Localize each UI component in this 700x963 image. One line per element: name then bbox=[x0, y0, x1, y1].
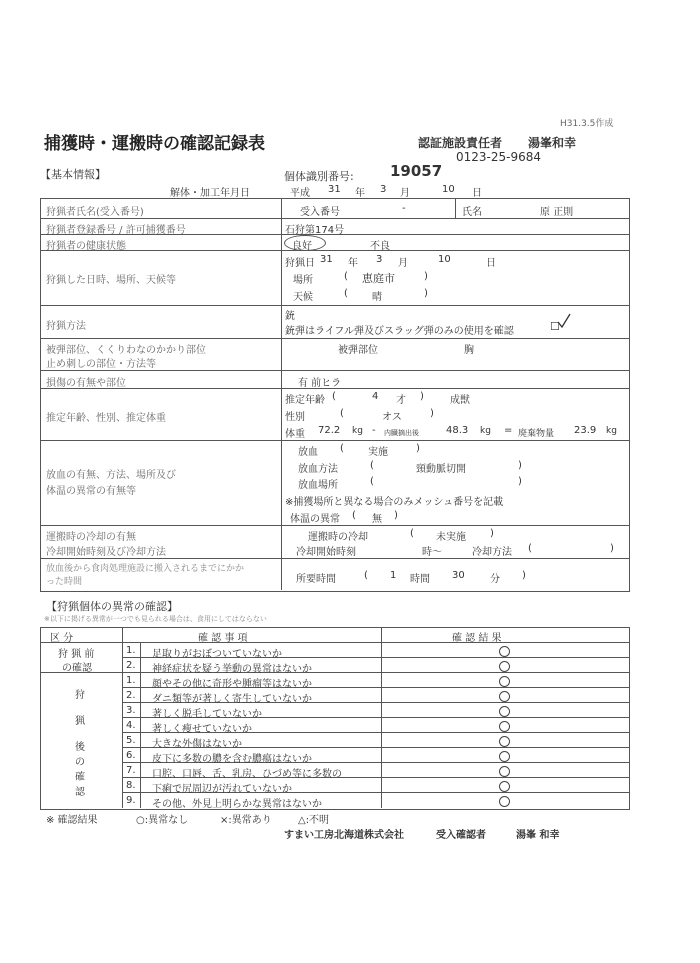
bleed-method-paren-close: ) bbox=[518, 460, 522, 471]
hunt-year-unit: 年 bbox=[348, 258, 358, 269]
cooling-paren-open: ( bbox=[410, 528, 414, 539]
receipt-no-value: - bbox=[402, 203, 406, 214]
age-unit: 才 bbox=[396, 395, 406, 406]
item-text: その他、外見上明らかな異常はないか bbox=[152, 799, 322, 810]
waste-value: 23.9 bbox=[574, 425, 597, 436]
sex-paren-open: ( bbox=[340, 408, 344, 419]
item-result-mark bbox=[499, 736, 510, 747]
receipt-no-label: 受入番号 bbox=[300, 207, 340, 218]
weather-value: 晴 bbox=[372, 292, 382, 303]
item-no: 5. bbox=[126, 735, 136, 746]
hunt-info-label: 狩猟した日時、場所、天候等 bbox=[46, 275, 176, 286]
transport-label-1: 運搬時の冷却の有無 bbox=[46, 532, 136, 543]
age-paren-close: ) bbox=[420, 391, 424, 402]
weight-kg: kg bbox=[352, 426, 363, 436]
license-label: 狩猟者登録番号 / 許可捕獲番号 bbox=[46, 225, 186, 236]
equals-sign: = bbox=[504, 425, 513, 436]
post-hunt-char: 猟 bbox=[75, 716, 85, 727]
post-hunt-char: 認 bbox=[75, 787, 85, 798]
bleed-method-value: 頸動脈切開 bbox=[416, 464, 466, 475]
item-no: 9. bbox=[126, 795, 136, 806]
duration-paren-close: ) bbox=[522, 570, 526, 581]
mesh-note: ※捕獲場所と異なる場合のみメッシュ番号を記載 bbox=[285, 497, 504, 508]
item-result-mark bbox=[499, 781, 510, 792]
minutes-unit: 分 bbox=[490, 574, 500, 585]
damage-label: 損傷の有無や部位 bbox=[46, 378, 126, 389]
item-text: 顔やその他に奇形や腫瘤等はないか bbox=[152, 679, 312, 690]
method-checkbox: ☐ bbox=[550, 320, 560, 333]
bleed-place-paren-open: ( bbox=[370, 476, 374, 487]
hours-value: 1 bbox=[390, 570, 397, 581]
temp-value: 無 bbox=[372, 514, 382, 525]
item-no: 4. bbox=[126, 720, 136, 731]
created-note: H31.3.5作成 bbox=[560, 119, 614, 129]
item-text: 口腔、口唇、舌、乳房、ひづめ等に多数の bbox=[152, 769, 342, 780]
shot-label-2: 止め刺しの部位・方法等 bbox=[46, 359, 156, 370]
id-value: 19057 bbox=[390, 162, 443, 180]
post-hunt-char: の bbox=[75, 757, 85, 768]
health-label: 狩猟者の健康状態 bbox=[46, 241, 126, 252]
cool-method-label: 冷却方法 bbox=[472, 547, 512, 558]
col-result: 確 認 結 果 bbox=[452, 633, 502, 644]
temp-paren-close: ) bbox=[394, 510, 398, 521]
hunt-date-label: 狩猟日 bbox=[285, 258, 315, 269]
bleed-place-label: 放血場所 bbox=[298, 480, 338, 491]
hunter-name-label: 狩猟者氏名(受入番号) bbox=[46, 207, 144, 218]
company-name: すまい工房北海道株式会社 bbox=[284, 830, 404, 841]
page-title: 捕獲時・運搬時の確認記録表 bbox=[44, 134, 265, 154]
age-class: 成獣 bbox=[450, 395, 470, 406]
pre-hunt-label-1: 狩 猟 前 bbox=[58, 649, 95, 660]
hunt-day: 10 bbox=[438, 254, 451, 265]
receiver-name: 湯峯 和幸 bbox=[516, 830, 560, 841]
facility-phone: 0123-25-9684 bbox=[456, 150, 542, 164]
pre-hunt-label-2: の確認 bbox=[62, 663, 92, 674]
responsible-label: 認証施設責任者 bbox=[418, 136, 503, 150]
item-text: 著しく脱毛していないか bbox=[152, 709, 262, 720]
name-value: 原 正則 bbox=[540, 207, 574, 218]
post-hunt-char: 確 bbox=[75, 772, 85, 783]
shot-part-value: 胸 bbox=[464, 345, 474, 356]
bleed-place-paren-close: ) bbox=[518, 476, 522, 487]
basic-section-label: 【基本情報】 bbox=[40, 168, 106, 181]
item-text: 皮下に多数の膿を含む膿瘍はないか bbox=[152, 754, 312, 765]
weight-value: 72.2 bbox=[318, 425, 341, 436]
sex-value: オス bbox=[382, 412, 402, 423]
item-text: ダニ類等が著しく寄生していないか bbox=[152, 694, 312, 705]
duration-paren-open: ( bbox=[364, 570, 368, 581]
organ-kg: kg bbox=[480, 426, 491, 436]
year-unit: 年 bbox=[355, 188, 365, 199]
item-no: 1. bbox=[126, 675, 136, 686]
item-result-mark bbox=[499, 721, 510, 732]
item-no: 2. bbox=[126, 690, 136, 701]
col-category: 区 分 bbox=[50, 633, 74, 644]
item-result-mark bbox=[499, 691, 510, 702]
method-value: 銃 bbox=[285, 311, 295, 322]
item-result-mark bbox=[499, 751, 510, 762]
cooling-label: 運搬時の冷却 bbox=[308, 532, 368, 543]
day-unit: 日 bbox=[472, 188, 482, 199]
post-hunt-char: 後 bbox=[75, 742, 85, 753]
weather-label: 天候 bbox=[293, 292, 313, 303]
place-value: 恵庭市 bbox=[362, 272, 395, 285]
item-text: 神経症状を疑う挙動の異常はないか bbox=[152, 664, 312, 675]
legend-unknown: △:不明 bbox=[298, 815, 330, 826]
abnormal-note: ※以下に掲げる異常が一つでも見られる場合は、食用にしてはならない bbox=[44, 615, 267, 623]
bleed-method-paren-open: ( bbox=[370, 460, 374, 471]
item-text: 下痢で尻周辺が汚れていないか bbox=[152, 784, 292, 795]
item-text: 大きな外傷はないか bbox=[152, 739, 242, 750]
item-no: 6. bbox=[126, 750, 136, 761]
col-items: 確 認 事 項 bbox=[198, 633, 248, 644]
legend-label: ※ 確認結果 bbox=[46, 815, 98, 826]
sex-paren-close: ) bbox=[430, 408, 434, 419]
damage-value: 有 前ヒラ bbox=[298, 378, 342, 389]
hours-unit: 時間 bbox=[410, 574, 430, 585]
bleed-value: 実施 bbox=[368, 447, 388, 458]
temp-label: 体温の異常 bbox=[290, 514, 340, 525]
item-result-mark bbox=[499, 766, 510, 777]
weather-paren-open: ( bbox=[344, 288, 348, 299]
health-good: 良好 bbox=[292, 241, 312, 252]
item-no: 2. bbox=[126, 660, 136, 671]
id-label: 個体識別番号: bbox=[284, 170, 354, 183]
cool-method-paren-open: ( bbox=[528, 543, 532, 554]
hunt-month-unit: 月 bbox=[398, 258, 408, 269]
hunt-day-unit: 日 bbox=[486, 258, 496, 269]
hunt-year: 31 bbox=[320, 254, 333, 265]
duration-label: 所要時間 bbox=[296, 574, 336, 585]
receiver-label: 受入確認者 bbox=[436, 830, 486, 841]
license-value: 石狩第174号 bbox=[285, 225, 345, 236]
organ-value: 48.3 bbox=[446, 425, 469, 436]
bleed-paren-open: ( bbox=[340, 443, 344, 454]
weather-paren-close: ) bbox=[424, 288, 428, 299]
item-result-mark bbox=[499, 646, 510, 657]
abnormal-section-label: 【狩猟個体の異常の確認】 bbox=[46, 600, 178, 613]
item-no: 8. bbox=[126, 780, 136, 791]
place-paren-close: ) bbox=[424, 271, 428, 282]
weight-label: 体重 bbox=[285, 429, 305, 440]
cooling-paren-close: ) bbox=[490, 528, 494, 539]
bleed-paren-close: ) bbox=[416, 443, 420, 454]
shot-part-label: 被弾部位 bbox=[338, 345, 378, 356]
checkmark-icon bbox=[556, 312, 572, 330]
hunt-month: 3 bbox=[376, 254, 383, 265]
item-result-mark bbox=[499, 796, 510, 807]
health-bad: 不良 bbox=[370, 241, 390, 252]
cooling-value: 未実施 bbox=[436, 532, 466, 543]
legend-normal: ○:異常なし bbox=[136, 815, 189, 826]
place-paren-open: ( bbox=[344, 271, 348, 282]
processing-date-label: 解体・加工年月日 bbox=[170, 188, 250, 199]
transport-label-2: 冷却開始時刻及び冷却方法 bbox=[46, 547, 166, 558]
processing-day: 10 bbox=[442, 184, 455, 195]
post-hunt-char: 狩 bbox=[75, 690, 85, 701]
age-paren-open: ( bbox=[332, 391, 336, 402]
item-result-mark bbox=[499, 706, 510, 717]
month-unit: 月 bbox=[400, 188, 410, 199]
blood-label-1: 放血の有無、方法、場所及び bbox=[46, 470, 176, 481]
item-result-mark bbox=[499, 676, 510, 687]
legend-abnormal: ×:異常あり bbox=[220, 815, 272, 826]
organ-label: 内臓摘出後 bbox=[384, 429, 419, 437]
method-label: 狩猟方法 bbox=[46, 321, 86, 332]
item-no: 3. bbox=[126, 705, 136, 716]
cool-time-suffix: 時～ bbox=[422, 547, 442, 558]
item-no: 1. bbox=[126, 645, 136, 656]
processing-year: 31 bbox=[328, 184, 341, 195]
item-no: 7. bbox=[126, 765, 136, 776]
processing-month: 3 bbox=[380, 184, 387, 195]
bleed-label: 放血 bbox=[298, 447, 318, 458]
age-field-label: 推定年齢 bbox=[285, 395, 325, 406]
item-text: 著しく痩せていないか bbox=[152, 724, 252, 735]
shot-label-1: 被弾部位、くくりわなのかかり部位 bbox=[46, 345, 206, 356]
cool-method-paren-close: ) bbox=[610, 543, 614, 554]
item-text: 足取りがおぼついていないか bbox=[152, 649, 282, 660]
responsible-name: 湯峯和幸 bbox=[528, 136, 577, 150]
minus-sign: - bbox=[372, 425, 376, 436]
minutes-value: 30 bbox=[452, 570, 465, 581]
item-result-mark bbox=[499, 661, 510, 672]
waste-label: 廃棄物量 bbox=[518, 429, 555, 439]
waste-kg: kg bbox=[606, 426, 617, 436]
name-label: 氏名 bbox=[462, 207, 482, 218]
age-value: 4 bbox=[372, 391, 379, 402]
sex-label: 性別 bbox=[285, 412, 305, 423]
blood-label-2: 体温の異常の有無等 bbox=[46, 486, 136, 497]
place-label: 場所 bbox=[293, 275, 313, 286]
age-label: 推定年齢、性別、推定体重 bbox=[46, 413, 166, 424]
method-note: 銃弾はライフル弾及びスラッグ弾のみの使用を確認 bbox=[285, 326, 514, 337]
time-label-1: 放血後から食肉処理施設に搬入されるまでにかか bbox=[46, 564, 245, 574]
bleed-method-label: 放血方法 bbox=[298, 464, 338, 475]
processing-era: 平成 bbox=[290, 188, 310, 199]
cool-start-label: 冷却開始時刻 bbox=[296, 547, 356, 558]
time-label-2: った時間 bbox=[46, 577, 83, 587]
temp-paren-open: ( bbox=[352, 510, 356, 521]
